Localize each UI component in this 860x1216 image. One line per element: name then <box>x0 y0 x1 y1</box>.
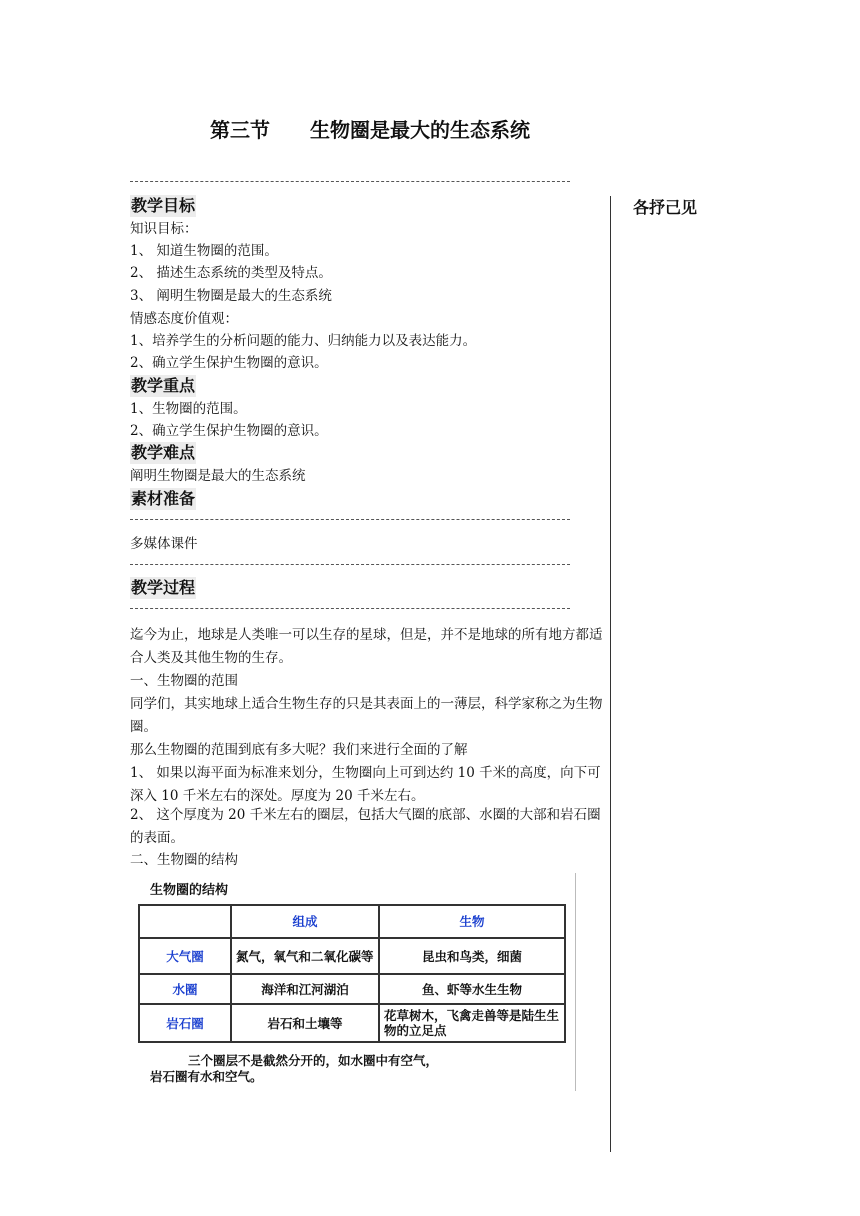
attitude-item: 2、确立学生保护生物圈的意识。 <box>130 355 328 371</box>
attitude-label: 情感态度价值观： <box>130 311 238 327</box>
table-header-cell: 生物 <box>379 905 565 938</box>
biosphere-table <box>138 904 566 1043</box>
process-paragraph: 一、生物圈的范围 <box>130 673 238 689</box>
table-header-cell <box>139 905 231 938</box>
table-row <box>139 974 565 1004</box>
figure-note-line: 岩石圈有水和空气。 <box>150 1069 263 1084</box>
page-title: 第三节 生物圈是最大的生态系统 <box>210 118 530 142</box>
table-row <box>139 1004 565 1042</box>
process-heading: 教学过程 <box>131 578 196 597</box>
process-paragraph: 2、 这个厚度为 20 千米左右的圈层，包括大气圈的底部、水圈的大部和岩石圈的表面。 <box>130 807 601 846</box>
attitude-item: 1、培养学生的分析问题的能力、归纳能力以及表达能力。 <box>130 333 477 349</box>
materials-text: 多媒体课件 <box>130 536 198 552</box>
knowledge-label: 知识目标： <box>130 221 198 237</box>
figure-border <box>575 873 576 1091</box>
divider <box>130 608 570 609</box>
sphere-composition: 氮气，氧气和二氧化碳等 <box>231 938 379 974</box>
sphere-organisms: 鱼、虾等水生生物 <box>379 974 565 1004</box>
figure-title: 生物圈的结构 <box>150 883 229 898</box>
column-divider <box>610 196 611 1152</box>
divider <box>130 519 570 520</box>
sphere-composition: 岩石和土壤等 <box>231 1004 379 1042</box>
process-paragraph: 同学们，其实地球上适合生物生存的只是其表面上的一薄层，科学家称之为生物圈。 <box>130 696 603 735</box>
figure-note <box>150 1053 438 1085</box>
table-header-row <box>139 905 565 938</box>
divider <box>130 181 570 182</box>
divider <box>130 564 570 565</box>
key-point-item: 1、生物圈的范围。 <box>130 401 247 417</box>
process-paragraph: 迄今为止，地球是人类唯一可以生存的星球，但是，并不是地球的所有地方都适合人类及其他生物的生存。 <box>130 627 603 666</box>
knowledge-item: 3、 阐明生物圈是最大的生态系统 <box>130 288 332 304</box>
table-row <box>139 938 565 974</box>
process-paragraph: 1、 如果以海平面为标准来划分，生物圈向上可到达约 10 千米的高度，向下可深入 10 千米左右的深处。厚度为 20 千米左右。 <box>130 765 601 804</box>
difficulty-heading: 教学难点 <box>131 443 196 462</box>
table-header-cell: 组成 <box>231 905 379 938</box>
knowledge-item: 1、 知道生物圈的范围。 <box>130 243 278 259</box>
process-paragraph: 二、生物圈的结构 <box>130 852 238 868</box>
knowledge-item: 2、 描述生态系统的类型及特点。 <box>130 265 332 281</box>
process-paragraph: 那么生物圈的范围到底有多大呢？我们来进行全面的了解 <box>130 742 468 758</box>
difficulty-text: 阐明生物圈是最大的生态系统 <box>130 468 306 484</box>
sphere-name: 水圈 <box>139 974 231 1004</box>
side-heading: 各抒己见 <box>633 198 698 217</box>
sphere-name: 岩石圈 <box>139 1004 231 1042</box>
sphere-composition: 海洋和江河湖泊 <box>231 974 379 1004</box>
key-point-item: 2、确立学生保护生物圈的意识。 <box>130 423 328 439</box>
key-points-heading: 教学重点 <box>131 376 196 395</box>
sphere-name: 大气圈 <box>139 938 231 974</box>
figure-note-line: 三个圈层不是截然分开的，如水圈中有空气， <box>188 1053 439 1068</box>
goals-heading: 教学目标 <box>131 196 196 215</box>
biosphere-figure <box>130 873 576 1091</box>
sphere-organisms: 花草树木，飞禽走兽等是陆生生物的立足点 <box>379 1004 565 1042</box>
sphere-organisms: 昆虫和鸟类，细菌 <box>379 938 565 974</box>
materials-heading: 素材准备 <box>131 489 196 508</box>
